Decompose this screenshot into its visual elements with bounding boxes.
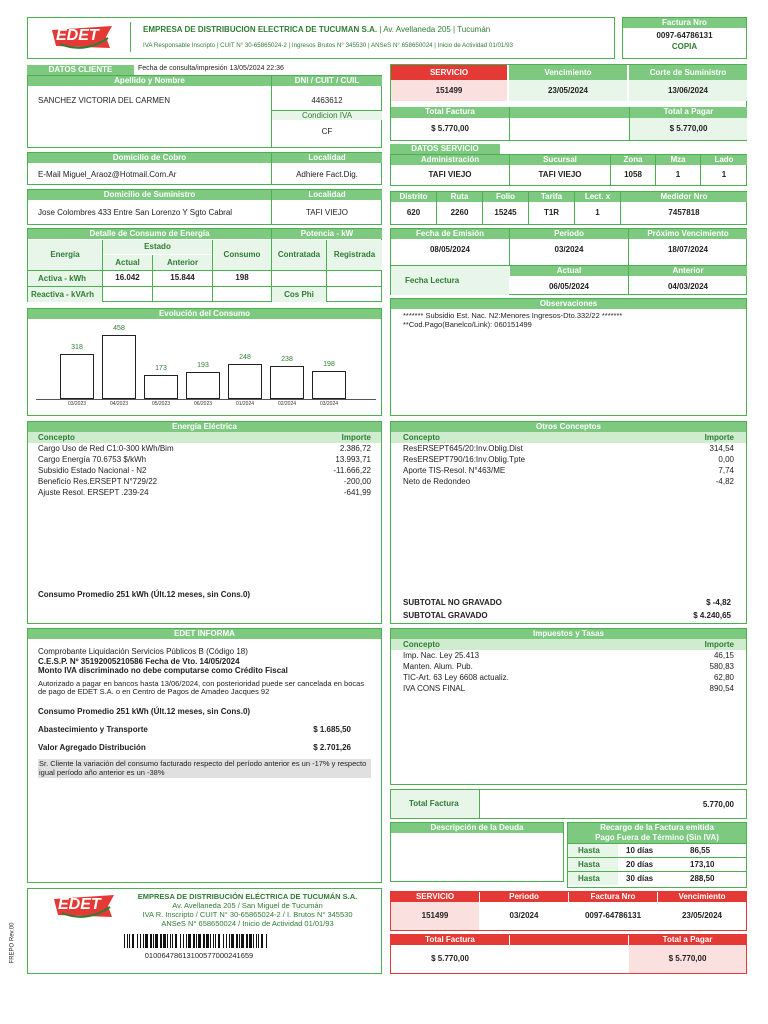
other-header — [391, 432, 746, 443]
service-data-box — [390, 154, 747, 186]
info-note: Sr. Cliente la variación del consumo facturado respecto del período anterior es un -17% y respecto igual período año anterior es un -38% — [38, 759, 371, 778]
chart-tick-label: 03/2024 — [319, 401, 339, 407]
other-concept: Aporte TIS-Resol. N°463/ME — [403, 466, 506, 475]
tax-concept: TIC-Art. 63 Ley 6608 actualiz. — [403, 673, 509, 682]
company-header: EMPRESA DE DISTRIBUCION ELECTRICA DE TUCUMAN S.A. | Av. Avellaneda 205 | Tucumán IVA Responsable Inscripto | CUIT N° 30-65865024-2 | Ingresos Brutos N° 345530 | ANSeS N° 658650024 | Inicio de Actividad 01/01/93 — [143, 25, 613, 49]
barcode-bar — [198, 934, 201, 948]
reading-current-value: 06/05/2024 — [548, 282, 590, 291]
chart-tick-label: 01/2024 — [235, 401, 255, 407]
barcode-bar — [183, 934, 184, 948]
energy-box — [27, 421, 382, 624]
active-label: Activa - kWh — [28, 271, 102, 286]
chart-data-label: 238 — [281, 355, 293, 363]
company-tax-line: IVA Responsable Inscripto | CUIT N° 30-65865024-2 | Ingresos Brutos N° 345530 | ANSeS N° 658650024 | Inicio de Actividad 01/01/93 — [143, 42, 513, 49]
active-previous: 15.844 — [170, 273, 195, 282]
surcharge-rows — [568, 843, 746, 885]
barcode-bar — [150, 934, 152, 948]
observations-box — [390, 298, 747, 416]
surcharge-until: Hasta — [568, 858, 618, 871]
taxes-title: Impuestos y Tasas — [391, 629, 746, 639]
reading-label: Fecha Lectura — [391, 266, 509, 295]
folio-label: Folio — [483, 192, 528, 202]
barcode-bar — [143, 934, 144, 948]
footer-total-box — [390, 934, 747, 974]
branch-label: Sucursal — [510, 155, 610, 165]
service-data-title: DATOS SERVICIO — [390, 144, 500, 154]
cut-value: 13/06/2024 — [629, 80, 747, 101]
chart-area — [36, 323, 376, 411]
cut-label: Corte de Suministro — [629, 65, 747, 80]
tax-row — [403, 650, 734, 661]
client-name: SANCHEZ VICTORIA DEL CARMEN — [38, 96, 171, 105]
other-row — [403, 454, 734, 465]
barcode-bar — [132, 934, 134, 948]
energy-row — [38, 487, 371, 498]
other-row — [403, 443, 734, 454]
surcharge-days: 20 días — [626, 860, 654, 869]
chart-tick-label: 03/2023 — [67, 401, 87, 407]
footer-line-1: Av. Avellaneda 205 / San Miguel de Tucumán — [172, 901, 323, 910]
route-label: Ruta — [437, 192, 482, 202]
barcode-bar — [231, 934, 234, 948]
energy-concept-label: Concepto — [38, 433, 75, 442]
chart-tick-label: 06/2023 — [193, 401, 213, 407]
dist-value: 620 — [406, 208, 421, 217]
tariff-value: T1R — [543, 208, 560, 217]
adm-label: Administración — [391, 155, 509, 165]
mza-label: Mza — [656, 155, 700, 165]
tax-concept: IVA CONS FINAL — [403, 684, 466, 693]
info-line-2: C.E.S.P. Nº 35192005210586 Fecha de Vto. 14/05/2024 — [38, 656, 240, 666]
tax-concept: Imp. Nac. Ley 25.413 — [403, 651, 480, 660]
chart-box — [27, 308, 382, 416]
taxes-amount-label: Importe — [704, 640, 734, 649]
barcode-bar — [153, 934, 154, 948]
tax-row — [403, 683, 734, 694]
tax-amount: 62,80 — [713, 673, 734, 682]
billing-box — [27, 152, 382, 185]
billing-loc-label: Localidad — [272, 153, 382, 163]
registered-label: Registrada — [327, 240, 382, 270]
power-title: Potencia - kW — [272, 229, 382, 239]
state-actual-label: Actual — [103, 255, 152, 270]
energy-concept: Cargo Energía 70.6753 $/kWh — [38, 455, 147, 464]
other-amount: -4,82 — [715, 477, 734, 486]
edet-info-title: EDET INFORMA — [28, 629, 381, 639]
meter-label: Medidor Nro — [621, 192, 747, 202]
subtotal-g-value: $ 4.240,65 — [693, 611, 731, 620]
tax-amount: 46,15 — [713, 651, 734, 660]
info-dist-value: $ 2.701,26 — [313, 743, 351, 752]
energy-concept: Ajuste Resol. ERSEPT .239-24 — [38, 488, 149, 497]
service-number: 151499 — [391, 80, 507, 101]
surcharge-box — [567, 822, 747, 888]
header-divider — [130, 22, 131, 52]
surcharge-amount: 288,50 — [690, 874, 715, 883]
energy-amount: 2.386,72 — [339, 444, 371, 453]
other-concept: ResERSEPT790/16:Inv.Oblig.Tpte — [403, 455, 526, 464]
tax-row — [403, 661, 734, 672]
barcode-bar — [246, 934, 248, 948]
footer-line-2: IVA R. Inscripto / CUIT N° 30-65865024-2 / I. Brutos N° 345530 — [142, 910, 353, 919]
chart-data-label: 248 — [239, 354, 251, 362]
chart-bar — [270, 366, 304, 399]
zone-label: Zona — [611, 155, 655, 165]
active-consumo: 198 — [235, 273, 249, 282]
surcharge-days: 10 días — [626, 846, 654, 855]
consult-date: Fecha de consulta/impresión 13/05/2024 22:36 — [138, 65, 284, 72]
energy-amount: -641,99 — [343, 488, 371, 497]
surcharge-until: Hasta — [568, 872, 618, 885]
info-line-3: Monto IVA discriminado no debe computarse como Crédito Fiscal — [38, 666, 288, 675]
energy-amount: 13.993,71 — [335, 455, 371, 464]
surcharge-days: 30 días — [626, 874, 654, 883]
consumo-label: Consumo — [213, 240, 271, 270]
taxes-concept-label: Concepto — [403, 640, 440, 649]
lect-label: Lect. x — [575, 192, 620, 202]
dates-box — [390, 228, 747, 295]
barcode-bar — [127, 934, 128, 948]
info-dist-row — [38, 742, 371, 753]
due-label: Vencimiento — [509, 65, 627, 80]
barcode-bar — [258, 934, 259, 948]
barcode-bar — [180, 934, 181, 948]
barcode-bar — [226, 934, 227, 948]
other-concept: ResERSEPT645/20:Inv.Oblig.Dist — [403, 444, 523, 453]
energy-row — [38, 476, 371, 487]
chart-tick-label: 04/2023 — [109, 401, 129, 407]
chart-bar — [312, 371, 346, 399]
chart-title: Evolución del Consumo — [28, 309, 381, 319]
service-top-box — [390, 64, 747, 141]
barcode-bar — [253, 934, 254, 948]
emission-label: Fecha de Emisión — [391, 229, 509, 239]
meter-value: 7457818 — [668, 208, 700, 217]
info-supply-value: $ 1.685,50 — [313, 725, 351, 734]
barcode-bar — [266, 934, 267, 948]
chart-baseline — [36, 399, 376, 400]
chart-tick-label: 05/2023 — [151, 401, 171, 407]
surcharge-title-2: Pago Fuera de Término (Sin IVA) — [568, 833, 746, 843]
footer-line-3: ANSeS N° 658650024 / Inicio de Actividad 01/01/93 — [161, 919, 334, 928]
barcode-bar — [215, 934, 216, 948]
barcode-bar — [239, 934, 240, 948]
energy-concept: Subsidio Estado Nacional - N2 — [38, 466, 147, 475]
other-concept-label: Concepto — [403, 433, 440, 442]
energy-amount: -200,00 — [343, 477, 371, 486]
invoice-box — [622, 17, 747, 59]
barcode-bar — [186, 934, 187, 948]
barcode-bar — [213, 934, 214, 948]
total-value: $ 5.770,00 — [431, 124, 469, 133]
chart-data-label: 198 — [323, 361, 335, 369]
chart-data-label: 458 — [113, 324, 125, 332]
chart-bar — [60, 354, 94, 399]
energy-label: Energía — [28, 240, 102, 270]
debt-box — [390, 822, 564, 882]
active-actual: 16.042 — [115, 273, 140, 282]
chart-bar — [186, 372, 220, 399]
barcode-bar — [261, 934, 263, 948]
barcode-bar — [129, 934, 130, 948]
barcode-bar — [241, 934, 244, 948]
barcode-number: 01006478613100577000241659 — [144, 951, 254, 960]
billing-loc-value: Adhiere Fact.Dig. — [296, 170, 358, 179]
coupon-due-value: 23/05/2024 — [681, 911, 723, 920]
other-amount: 7,74 — [718, 466, 734, 475]
barcode — [124, 934, 270, 948]
other-amount-label: Importe — [704, 433, 734, 442]
coupon-total-value: $ 5.770,00 — [431, 954, 469, 963]
cosphi-label: Cos Phi — [272, 287, 326, 302]
observations-title: Observaciones — [391, 299, 746, 309]
observation-line-2: **Cod.Pago(Banelco/Link): 060151499 — [403, 320, 532, 329]
tax-concept: Manten. Alum. Pub. — [403, 662, 473, 671]
coupon-pay-value: $ 5.770,00 — [629, 945, 746, 973]
dni-label: DNI / CUIT / CUIL — [272, 76, 382, 86]
consumption-title: Detalle de Consumo de Energía — [28, 229, 271, 239]
tax-amount: 580,83 — [709, 662, 734, 671]
info-supply-label: Abastecimiento y Transporte — [38, 725, 148, 734]
observation-line-1: ******* Subsidio Est. Nac. N2:Menores Ingresos-Dto.332/22 ******* — [403, 311, 623, 320]
tax-items — [391, 650, 746, 694]
pay-label: Total a Pagar — [630, 107, 747, 118]
coupon-service-label: SERVICIO — [391, 892, 479, 902]
emission-value: 08/05/2024 — [429, 245, 471, 254]
footer-logo: EDET — [52, 893, 118, 919]
coupon-due-label: Vencimiento — [658, 892, 746, 902]
barcode-bar — [210, 934, 211, 948]
barcode-bar — [218, 934, 220, 948]
meter-box — [390, 191, 747, 225]
other-box — [390, 421, 747, 624]
energy-amount-label: Importe — [341, 433, 371, 442]
chart-data-label: 173 — [155, 364, 167, 372]
mza-value: 1 — [675, 170, 681, 179]
invoice-label: Factura Nro — [623, 18, 746, 28]
barcode-bar — [236, 934, 238, 948]
side-code: FREPO Rev.00 — [9, 922, 16, 964]
edet-info-box — [27, 628, 382, 883]
reactive-label: Reactiva - kVArh — [28, 287, 102, 302]
billing-label: Domicilio de Cobro — [28, 153, 271, 163]
supply-loc-label: Localidad — [272, 190, 382, 200]
other-items — [391, 443, 746, 487]
barcode-bar — [160, 934, 162, 948]
supply-loc-value: TAFI VIEJO — [305, 208, 349, 217]
reading-previous-value: 04/03/2024 — [667, 282, 709, 291]
barcode-bar — [256, 934, 257, 948]
info-supply-row — [38, 724, 371, 735]
barcode-bar — [140, 934, 141, 948]
surcharge-until: Hasta — [568, 844, 618, 857]
pay-value: $ 5.770,00 — [630, 118, 747, 140]
contracted-label: Contratada — [272, 240, 326, 270]
barcode-bar — [223, 934, 224, 948]
subtotal-gravado — [403, 610, 731, 621]
other-concept: Neto de Redondeo — [403, 477, 471, 486]
surcharge-amount: 173,10 — [690, 860, 715, 869]
coupon-period-label: Periodo — [480, 892, 568, 902]
chart-bar — [144, 375, 178, 399]
reading-current-label: Actual — [510, 266, 628, 276]
client-box — [27, 75, 382, 148]
client-dni: 4463612 — [311, 96, 343, 105]
supply-label: Domicilio de Suministro — [28, 190, 271, 200]
barcode-bar — [137, 934, 138, 948]
footer-company-text — [120, 892, 375, 928]
tariff-label: Tarifa — [529, 192, 574, 202]
client-iva: CF — [321, 127, 333, 136]
energy-items — [28, 443, 381, 498]
barcode-bar — [206, 934, 209, 948]
footer-coupon-box — [390, 891, 747, 931]
total-factura-value: 5.770,00 — [702, 800, 734, 809]
client-section-title: DATOS CLIENTE — [27, 65, 134, 75]
total-label: Total Factura — [391, 107, 509, 118]
subtotal-ng-label: SUBTOTAL NO GRAVADO — [403, 598, 502, 607]
consumption-box — [27, 228, 382, 302]
coupon-total-label: Total Factura — [391, 935, 509, 945]
other-row — [403, 465, 734, 476]
company-name: EMPRESA DE DISTRIBUCION ELECTRICA DE TUCUMAN S.A. — [143, 25, 378, 34]
barcode-bar — [170, 934, 171, 948]
lado-value: 1 — [721, 170, 727, 179]
energy-row — [38, 443, 371, 454]
state-label: Estado — [103, 240, 212, 254]
info-line-4: Autorizado a pagar en bancos hasta 13/06/2024, con posterioridad puede ser cancelada en bocas de pago de EDET S.A. o en Centro de Pagos de Amadeo Jacques 92 — [38, 678, 365, 696]
lado-label: Lado — [701, 155, 747, 165]
energy-header — [28, 432, 381, 443]
info-line-1: Comprobante Liquidación Servicios Públicos B (Código 18) — [38, 647, 248, 656]
info-dist-label: Valor Agregado Distribución — [38, 743, 146, 752]
billing-value: E-Mail Miguel_Araoz@Hotmail.Com.Ar — [38, 170, 177, 179]
energy-title: Energía Eléctrica — [28, 422, 381, 432]
surcharge-amount: 86,55 — [690, 846, 711, 855]
footer-company-name: EMPRESA DE DISTRIBUCIÓN ELÉCTRICA DE TUCUMÁN S.A. — [137, 892, 358, 901]
service-label: SERVICIO — [391, 65, 507, 80]
coupon-period-value: 03/2024 — [509, 911, 539, 920]
state-previous-label: Anterior — [153, 255, 212, 270]
reading-previous-label: Anterior — [629, 266, 747, 276]
barcode-bar — [155, 934, 158, 948]
route-value: 2260 — [450, 208, 469, 217]
surcharge-row — [568, 857, 746, 871]
period-value: 03/2024 — [554, 245, 584, 254]
folio-value: 15245 — [494, 208, 517, 217]
barcode-bar — [193, 934, 195, 948]
energy-avg: Consumo Promedio 251 kWh (Últ.12 meses, sin Cons.0) — [38, 590, 251, 599]
tax-amount: 890,54 — [709, 684, 734, 693]
other-title: Otros Conceptos — [391, 422, 746, 432]
energy-concept: Cargo Uso de Red C1:0-300 kWh/Bim — [38, 444, 174, 453]
barcode-bar — [175, 934, 177, 948]
subtotal-no-gravado — [403, 597, 731, 608]
chart-data-label: 318 — [71, 344, 83, 352]
taxes-header — [391, 639, 746, 650]
coupon-invoice-value: 0097-64786131 — [584, 911, 642, 920]
branch-value: TAFI VIEJO — [538, 170, 582, 179]
surcharge-row — [568, 871, 746, 885]
chart-tick-label: 02/2024 — [277, 401, 297, 407]
due-value: 23/05/2024 — [509, 80, 627, 101]
energy-concept: Beneficio Res.ERSEPT N°729/22 — [38, 477, 158, 486]
coupon-service-value: 151499 — [391, 902, 479, 930]
taxes-box — [390, 628, 747, 785]
surcharge-row — [568, 843, 746, 857]
chart-bar — [102, 335, 136, 399]
surcharge-title-1: Recargo de la Factura emitida — [568, 823, 746, 833]
barcode-bar — [124, 934, 125, 948]
subtotal-ng-value: $ -4,82 — [706, 598, 731, 607]
subtotal-g-label: SUBTOTAL GRAVADO — [403, 611, 488, 620]
lect-value: 1 — [595, 208, 600, 217]
supply-value: Jose Colombres 433 Entre San Lorenzo Y Sgto Cabral — [38, 208, 233, 217]
company-address: Av. Avellaneda 205 | Tucumán — [383, 25, 491, 34]
invoice-copy: COPIA — [671, 42, 698, 51]
barcode-bar — [188, 934, 191, 948]
zone-value: 1058 — [624, 170, 642, 179]
coupon-pay-label: Total a Pagar — [629, 935, 746, 945]
other-row — [403, 476, 734, 487]
tax-row — [403, 672, 734, 683]
supply-box — [27, 189, 382, 225]
total-factura-label: Total Factura — [391, 790, 479, 818]
barcode-bar — [172, 934, 173, 948]
other-amount: 314,54 — [709, 444, 734, 453]
next-due-value: 18/07/2024 — [667, 245, 709, 254]
other-amount: 0,00 — [718, 455, 734, 464]
energy-amount: -11.666,22 — [333, 466, 371, 475]
next-due-label: Próximo Vencimiento — [629, 229, 747, 239]
barcode-bar — [249, 934, 252, 948]
barcode-bar — [203, 934, 205, 948]
invoice-number: 0097-64786131 — [656, 31, 713, 40]
debt-label: Descripción de la Deuda — [391, 823, 563, 833]
info-avg: Consumo Promedio 251 kWh (Últ.12 meses, sin Cons.0) — [38, 706, 251, 716]
period-label: Periodo — [510, 229, 628, 239]
energy-row — [38, 465, 371, 476]
chart-data-label: 193 — [197, 361, 209, 369]
iva-label: Condicion IVA — [272, 111, 382, 120]
energy-row — [38, 454, 371, 465]
barcode-bar — [229, 934, 230, 948]
chart-bar — [228, 364, 262, 399]
barcode-bar — [145, 934, 148, 948]
adm-value: TAFI VIEJO — [428, 170, 472, 179]
barcode-bar — [196, 934, 197, 948]
total-factura-box — [390, 789, 747, 819]
coupon-invoice-label: Factura Nro — [569, 892, 657, 902]
edet-logo: EDET — [50, 24, 116, 50]
dist-label: Distrito — [391, 192, 436, 202]
barcode-bar — [163, 934, 166, 948]
barcode-bar — [167, 934, 168, 948]
name-label: Apellido y Nombre — [28, 76, 271, 86]
